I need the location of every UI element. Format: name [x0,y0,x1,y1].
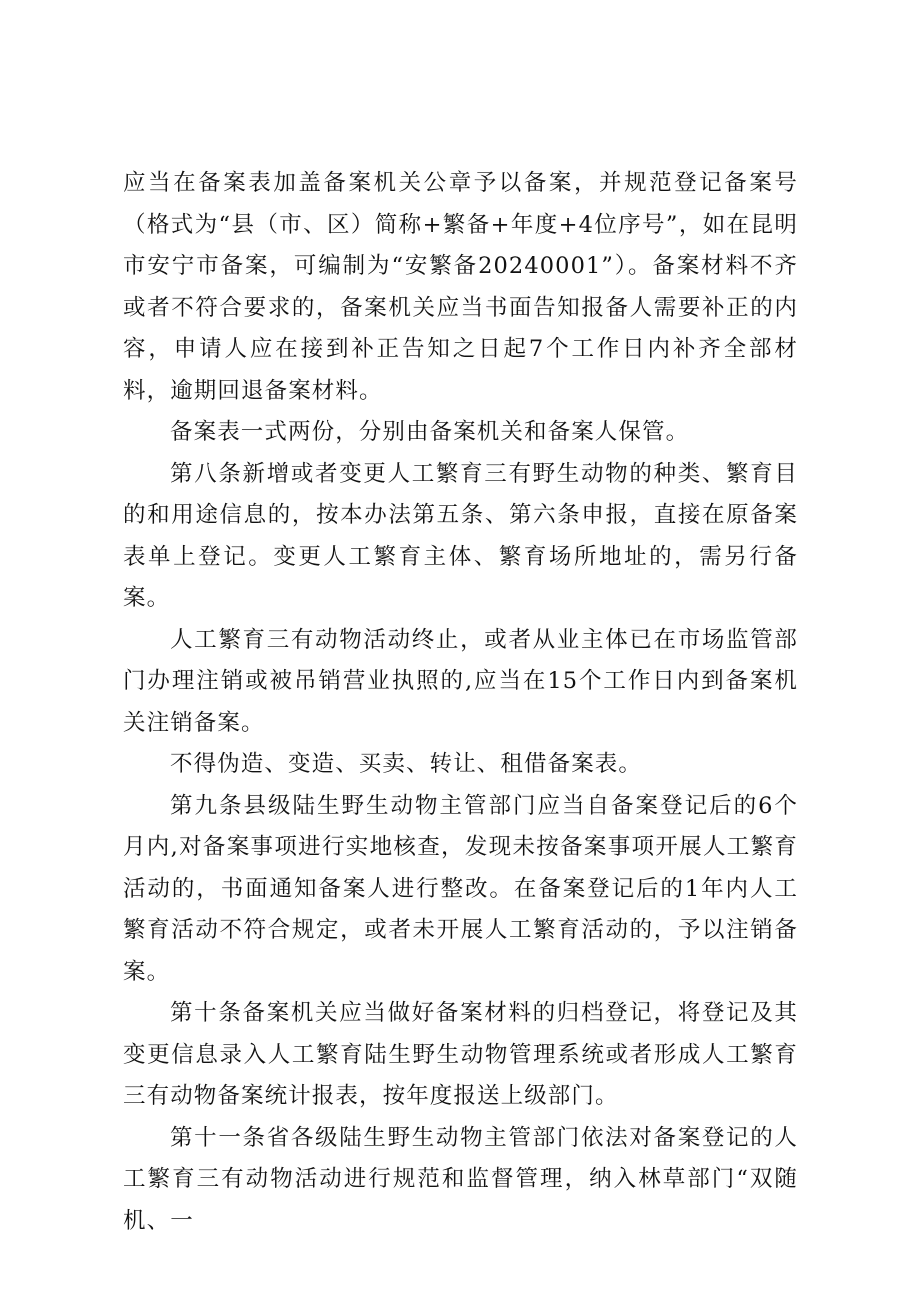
paragraph-continuation: 应当在备案表加盖备案机关公章予以备案，并规范登记备案号（格式为“县（市、区）简称+繁备+年度+4位序号”，如在昆明市安宁市备案，可编制为“安繁备20240001”）。备案材料不齐或者不符合要求的，备案机关应当书面告知报备人需要补正的内容，申请人应在接到补正告知之日起7个工作日内补齐全部材料，逾期回退备案材料。 [123,170,798,404]
paragraph-termination: 人工繁育三有动物活动终止，或者从业主体已在市场监管部门办理注销或被吊销营业执照的,应当在15个工作日内到备案机关注销备案。 [123,626,798,736]
paragraph-article-10: 第十条备案机关应当做好备案材料的归档登记，将登记及其变更信息录入人工繁育陆生野生动物管理系统或者形成人工繁育三有动物备案统计报表，按年度报送上级部门。 [123,1000,798,1109]
paragraph-copies: 备案表一式两份，分别由备案机关和备案人保管。 [170,419,690,445]
paragraph-prohibition: 不得伪造、变造、买卖、转让、租借备案表。 [170,751,643,777]
paragraph-article-11: 第十一条省各级陆生野生动物主管部门依法对备案登记的人工繁育三有动物活动进行规范和监督管理，纳入林草部门“双随机、一 [123,1124,798,1234]
paragraph-article-8: 第八条新增或者变更人工繁育三有野生动物的种类、繁育目的和用途信息的，按本办法第五条、第六条申报，直接在原备案表单上登记。变更人工繁育主体、繁育场所地址的，需另行备案。 [123,460,798,611]
paragraph-article-9: 第九条县级陆生野生动物主管部门应当自备案登记后的6个月内,对备案事项进行实地核查，发现未按备案事项开展人工繁育活动的，书面通知备案人进行整改。在备案登记后的1年内人工繁育活动不符合规定，或者未开展人工繁育活动的，予以注销备案。 [123,792,798,985]
document-body [123,163,798,1242]
